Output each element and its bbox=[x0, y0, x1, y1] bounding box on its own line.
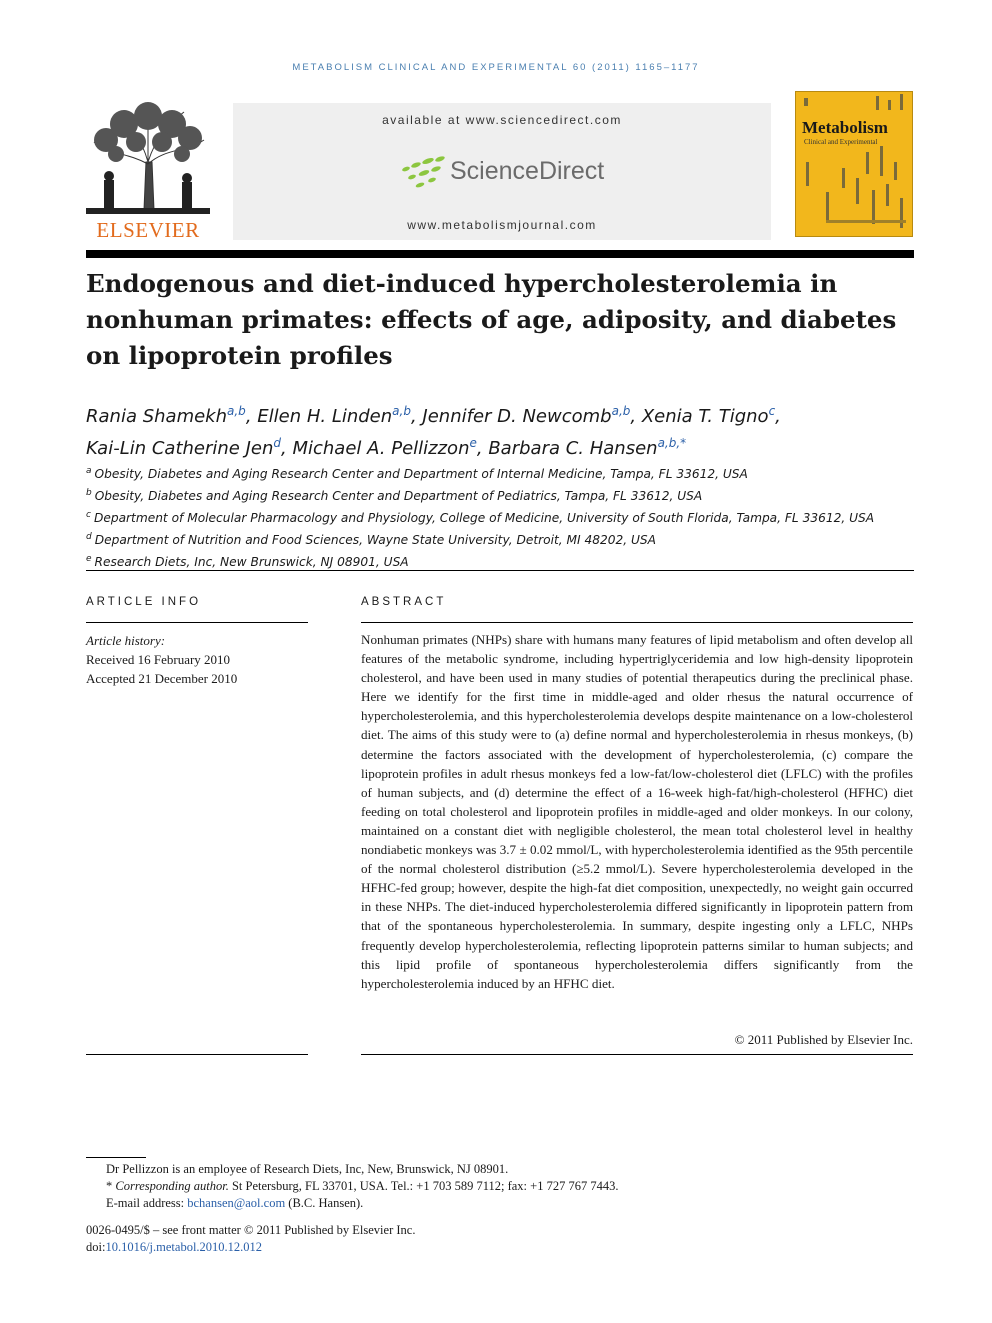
doi-label: doi: bbox=[86, 1240, 106, 1254]
author-separator: , bbox=[410, 406, 423, 427]
author-affil-mark[interactable]: d bbox=[273, 436, 282, 450]
sciencedirect-logo[interactable] bbox=[398, 151, 618, 195]
affiliation-item bbox=[86, 550, 914, 572]
sciencedirect-banner bbox=[233, 103, 771, 240]
affiliation-list bbox=[86, 462, 914, 572]
affiliation-text: Obesity, Diabetes and Aging Research Center and Department of Internal Medicine, Tampa, FL 33612, USA bbox=[94, 467, 748, 482]
author-affil-mark[interactable]: e bbox=[469, 436, 477, 450]
section-rule bbox=[86, 570, 914, 571]
issn-line: 0026-0495/$ – see front matter © 2011 Published by Elsevier Inc. bbox=[86, 1223, 416, 1237]
journal-url[interactable]: www.metabolismjournal.com bbox=[407, 218, 597, 232]
sciencedirect-wordmark: ScienceDirect bbox=[450, 157, 605, 185]
cover-title: Metabolism bbox=[802, 118, 888, 137]
affiliation-mark: c bbox=[86, 510, 91, 521]
email-label: E-mail address: bbox=[106, 1196, 185, 1210]
header-rule bbox=[86, 250, 914, 258]
author-name: Xenia T. Tigno bbox=[641, 406, 769, 427]
affiliation-mark: a bbox=[86, 466, 92, 476]
article-info-rule bbox=[86, 622, 308, 623]
abstract-copyright: © 2011 Published by Elsevier Inc. bbox=[734, 1032, 913, 1047]
author-affil-mark[interactable]: a,b bbox=[227, 404, 246, 418]
footnote-item bbox=[106, 1195, 914, 1212]
elsevier-logo bbox=[86, 102, 210, 240]
author-separator: , bbox=[245, 406, 258, 427]
footnotes bbox=[106, 1161, 914, 1212]
footnote-item bbox=[106, 1178, 914, 1195]
email-suffix: (B.C. Hansen). bbox=[288, 1196, 364, 1210]
footnote-rule bbox=[86, 1157, 146, 1158]
affiliation-item bbox=[86, 484, 914, 506]
affiliation-mark: e bbox=[86, 554, 92, 565]
author-name: Rania Shamekh bbox=[86, 406, 228, 427]
author-separator: , bbox=[630, 406, 642, 427]
footnote-item: Dr Pellizzon is an employee of Research Diets, Inc, New, Brunswick, NJ 08901. bbox=[106, 1162, 509, 1176]
article-info-heading: ARTICLE INFO bbox=[86, 596, 202, 608]
title-line: nonhuman primates: effects of age, adiposity, and diabetes bbox=[86, 305, 897, 334]
author-name: Kai-Lin Catherine Jen bbox=[86, 438, 274, 459]
elsevier-tree-icon bbox=[86, 102, 210, 214]
author-separator: , bbox=[775, 406, 781, 427]
author-name: Barbara C. Hansen bbox=[488, 438, 658, 459]
journal-cover bbox=[795, 91, 913, 237]
author-name: Jennifer D. Newcomb bbox=[422, 406, 612, 427]
email-link[interactable]: bchansen@aol.com bbox=[187, 1196, 286, 1210]
author-affil-mark[interactable]: c bbox=[768, 404, 776, 418]
author-name: Ellen H. Linden bbox=[257, 406, 393, 427]
author-separator: , bbox=[476, 438, 489, 459]
footnote-mark: * bbox=[106, 1179, 113, 1193]
affiliation-text: Department of Molecular Pharmacology and Physiology, College of Medicine, University of South Florida, Tampa, FL 33612, USA bbox=[93, 511, 875, 526]
sciencedirect-leaf-icon bbox=[398, 155, 448, 195]
doi-link[interactable]: 10.1016/j.metabol.2010.12.012 bbox=[105, 1240, 263, 1254]
front-matter bbox=[86, 1222, 914, 1256]
author-line bbox=[86, 398, 914, 430]
cover-bars-icon bbox=[796, 92, 912, 236]
abstract-heading: ABSTRACT bbox=[361, 596, 447, 608]
affiliation-text: Department of Nutrition and Food Sciences, Wayne State University, Detroit, MI 48202, USA bbox=[94, 533, 656, 548]
author-separator: , bbox=[281, 438, 293, 459]
article-info-bottom-rule bbox=[86, 1054, 308, 1055]
journal-reference: METABOLISM CLINICAL AND EXPERIMENTAL 60 (2011) 1165–1177 bbox=[292, 62, 700, 73]
abstract-text: Nonhuman primates (NHPs) share with humans many features of lipid metabolism and often develop all features of the metabolic syndrome, including hypertriglyceridemia and low high-density lipoprotein cholesterol, and have been used in many studies of potential therapeutics during the preclinical phase. Here we identify for the first time in middle-aged and older rhesus the natural occurrence of hypercholesterolemia, and this hypercholesterolemia develops despite maintenance on a low-cholesterol diet. The aims of this study were to (a) define normal and hypercholesterolemia in rhesus monkeys, (b) determine the factors associated with the development of hypercholesterolemia, (c) compare the lipoprotein profiles in adult rhesus monkeys fed a low-fat/low-cholesterol diet (LFLC) with the profiles of human subjects, and (d) determine the effect of a 16-week high-fat/high-cholesterol (HFHC) diet feeding on total cholesterol and lipoprotein profiles in middle-aged and older monkeys. In our colony, maintained on a constant diet with negligible cholesterol, the mean total cholesterol level in healthy nondiabetic monkeys was 3.7 ± 0.02 mmol/L, with hypercholesterolemia identified as the 95th percentile of the normal cholesterol distribution (≥5.2 mmol/L). Severe hypercholesterolemia developed in the HFHC-fed group; however, despite the high-fat diet composition, unexpectedly, no weight gain occurred in these NHPs. The diet-induced hypercholesterolemia differed significantly in lipoprotein pattern from that of the spontaneous hypercholesterolemia. In summary, despite ingesting only a LFLC, NHPs frequently develop hypercholesterolemia, reflecting lipoprotein patterns similar to human subjects; and this lipid profile of spontaneous hypercholesterolemia differs significantly from the hypercholesterolemia induced by an HFHC diet. bbox=[361, 632, 913, 991]
history-label: Article history: bbox=[86, 633, 166, 648]
affiliation-item bbox=[86, 462, 914, 484]
author-affil-mark[interactable]: a,b bbox=[392, 404, 411, 418]
elsevier-wordmark: ELSEVIER bbox=[96, 218, 200, 242]
article-history bbox=[86, 631, 308, 688]
affiliation-text: Research Diets, Inc, New Brunswick, NJ 08901, USA bbox=[94, 555, 409, 570]
abstract-rule bbox=[361, 622, 913, 623]
affiliation-mark: d bbox=[86, 532, 92, 543]
corresponding-author-address: St Petersburg, FL 33701, USA. Tel.: +1 703 589 7112; fax: +1 727 767 7443. bbox=[231, 1179, 619, 1193]
title-line: on lipoprotein profiles bbox=[86, 341, 393, 370]
cover-subtitle: Clinical and Experimental bbox=[804, 138, 878, 146]
affiliation-mark: b bbox=[86, 488, 92, 499]
author-affil-mark[interactable]: a,b,* bbox=[657, 436, 687, 450]
corresponding-author-label: Corresponding author. bbox=[115, 1179, 229, 1193]
author-affil-mark[interactable]: a,b bbox=[611, 404, 631, 418]
author-line bbox=[86, 430, 914, 462]
affiliation-item bbox=[86, 506, 914, 528]
doi-line bbox=[86, 1239, 914, 1256]
affiliation-item bbox=[86, 528, 914, 550]
accepted-date: Accepted 21 December 2010 bbox=[86, 671, 238, 686]
affiliation-text: Obesity, Diabetes and Aging Research Center and Department of Pediatrics, Tampa, FL 33612, USA bbox=[94, 489, 703, 504]
author-list bbox=[86, 398, 914, 462]
title-line: Endogenous and diet-induced hypercholesterolemia in bbox=[86, 269, 838, 298]
available-at-text[interactable]: available at www.sciencedirect.com bbox=[382, 113, 622, 127]
abstract-bottom-rule bbox=[361, 1054, 913, 1055]
author-name: Michael A. Pellizzon bbox=[292, 438, 470, 459]
article-title bbox=[86, 266, 914, 374]
received-date: Received 16 February 2010 bbox=[86, 652, 231, 667]
